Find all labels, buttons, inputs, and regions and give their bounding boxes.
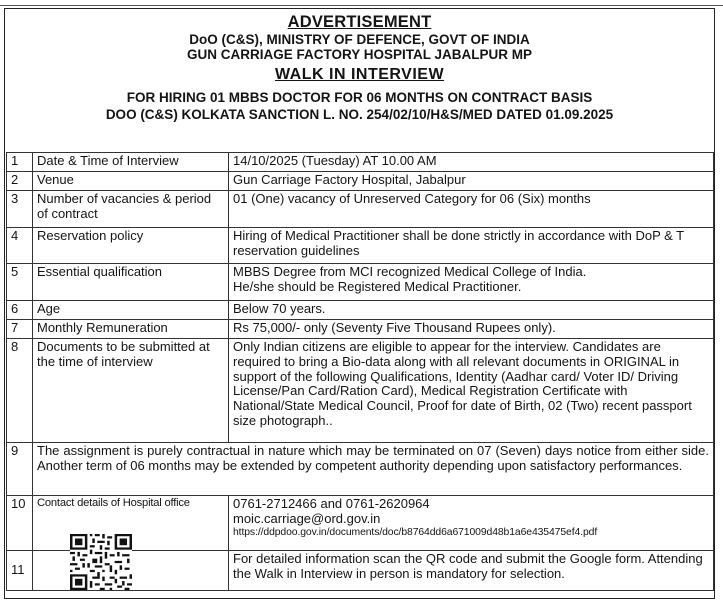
row-number: 6 [7,301,33,320]
row-value: Below 70 years. [229,301,714,320]
row-value [229,264,714,301]
advertisement-frame [4,8,715,599]
qr-code-graphic [70,534,132,590]
row-label: Documents to be submitted at the time of interview [33,339,229,443]
row-label: Reservation policy [33,228,229,264]
qualification-line-2: He/she should be Registered Medical Practitioner. [233,278,522,294]
row-value: Rs 75,000/- only (Seventy Five Thousand Rupees only). [229,320,714,339]
row-number: 4 [7,228,33,264]
row-number: 2 [7,172,33,191]
row-value: The assignment is purely contractual in nature which may be terminated on 07 (Seven) days notice from either side. Another term of 06 months may be extended by competent authority depending upon satisfactory performances. [33,443,714,496]
hiring-line: FOR HIRING 01 MBBS DOCTOR FOR 06 MONTHS ON CONTRACT BASIS [126,90,593,106]
row-label: Monthly Remuneration [33,320,229,339]
row-value: Only Indian citizens are eligible to appear for the interview. Candidates are required to bring a Bio-data along with all relevant documents in ORIGINAL in support of the following Qualifications, Identity (Aadhar card/ Voter ID/ Driving License/Pan Card/Ration Card), Medical Registration Certificate with National/State Medical Council, Proof for date of Birth, 02 (Two) recent passport size photograph.. [229,339,714,443]
row-label: Age [33,301,229,320]
table-row [7,443,714,496]
table-row [7,191,714,228]
row-label: Essential qualification [33,264,229,301]
advertisement-title: ADVERTISEMENT [287,13,432,31]
document-url[interactable]: https://ddpdoo.gov.in/documents/doc/b8764dd6a671009d48b1a6e435475ef4.pdf [233,526,598,538]
table-row [7,320,714,339]
row-number: 3 [7,191,33,228]
org-line-1: DoO (C&S), MINISTRY OF DEFENCE, GOVT OF INDIA [189,31,530,47]
row-number: 5 [7,264,33,301]
row-label: Date & Time of Interview [33,153,229,172]
advertisement-header [5,13,714,122]
table-row [7,228,714,264]
org-line-2: GUN CARRIAGE FACTORY HOSPITAL JABALPUR MP [186,47,533,63]
row-label: Venue [33,172,229,191]
row-label: Contact details of Hospital office [33,496,229,551]
table-row [7,301,714,320]
row-value [229,496,714,551]
table-row [7,264,714,301]
details-table [6,152,714,591]
row-value: Gun Carriage Factory Hospital, Jabalpur [229,172,714,191]
row-label: Number of vacancies & period of contract [33,191,229,228]
row-value: For detailed information scan the QR code and submit the Google form. Attending the Walk in Interview in person is mandatory for selection. [229,551,714,591]
qr-code-icon[interactable] [70,534,132,590]
qualification-line-1: MBBS Degree from MCI recognized Medical College of India. [233,264,587,279]
top-cropped-strip [0,0,723,6]
row-number: 11 [7,551,33,591]
row-number: 8 [7,339,33,443]
contact-email[interactable]: moic.carriage@ord.gov.in [233,510,381,526]
table-row [7,153,714,172]
row-value: 01 (One) vacancy of Unreserved Category for 06 (Six) months [229,191,714,228]
row-number: 1 [7,153,33,172]
row-number: 9 [7,443,33,496]
row-number: 10 [7,496,33,551]
table-row [7,339,714,443]
walk-in-title: WALK IN INTERVIEW [274,66,445,83]
row-number: 7 [7,320,33,339]
contact-phones: 0761-2712466 and 0761-2620964 [233,496,430,511]
row-value: Hiring of Medical Practitioner shall be done strictly in accordance with DoP & T reservation guidelines [229,228,714,264]
row-value: 14/10/2025 (Tuesday) AT 10.00 AM [229,153,714,172]
sanction-line: DOO (C&S) KOLKATA SANCTION L. NO. 254/02/10/H&S/MED DATED 01.09.2025 [105,106,614,122]
table-row [7,172,714,191]
